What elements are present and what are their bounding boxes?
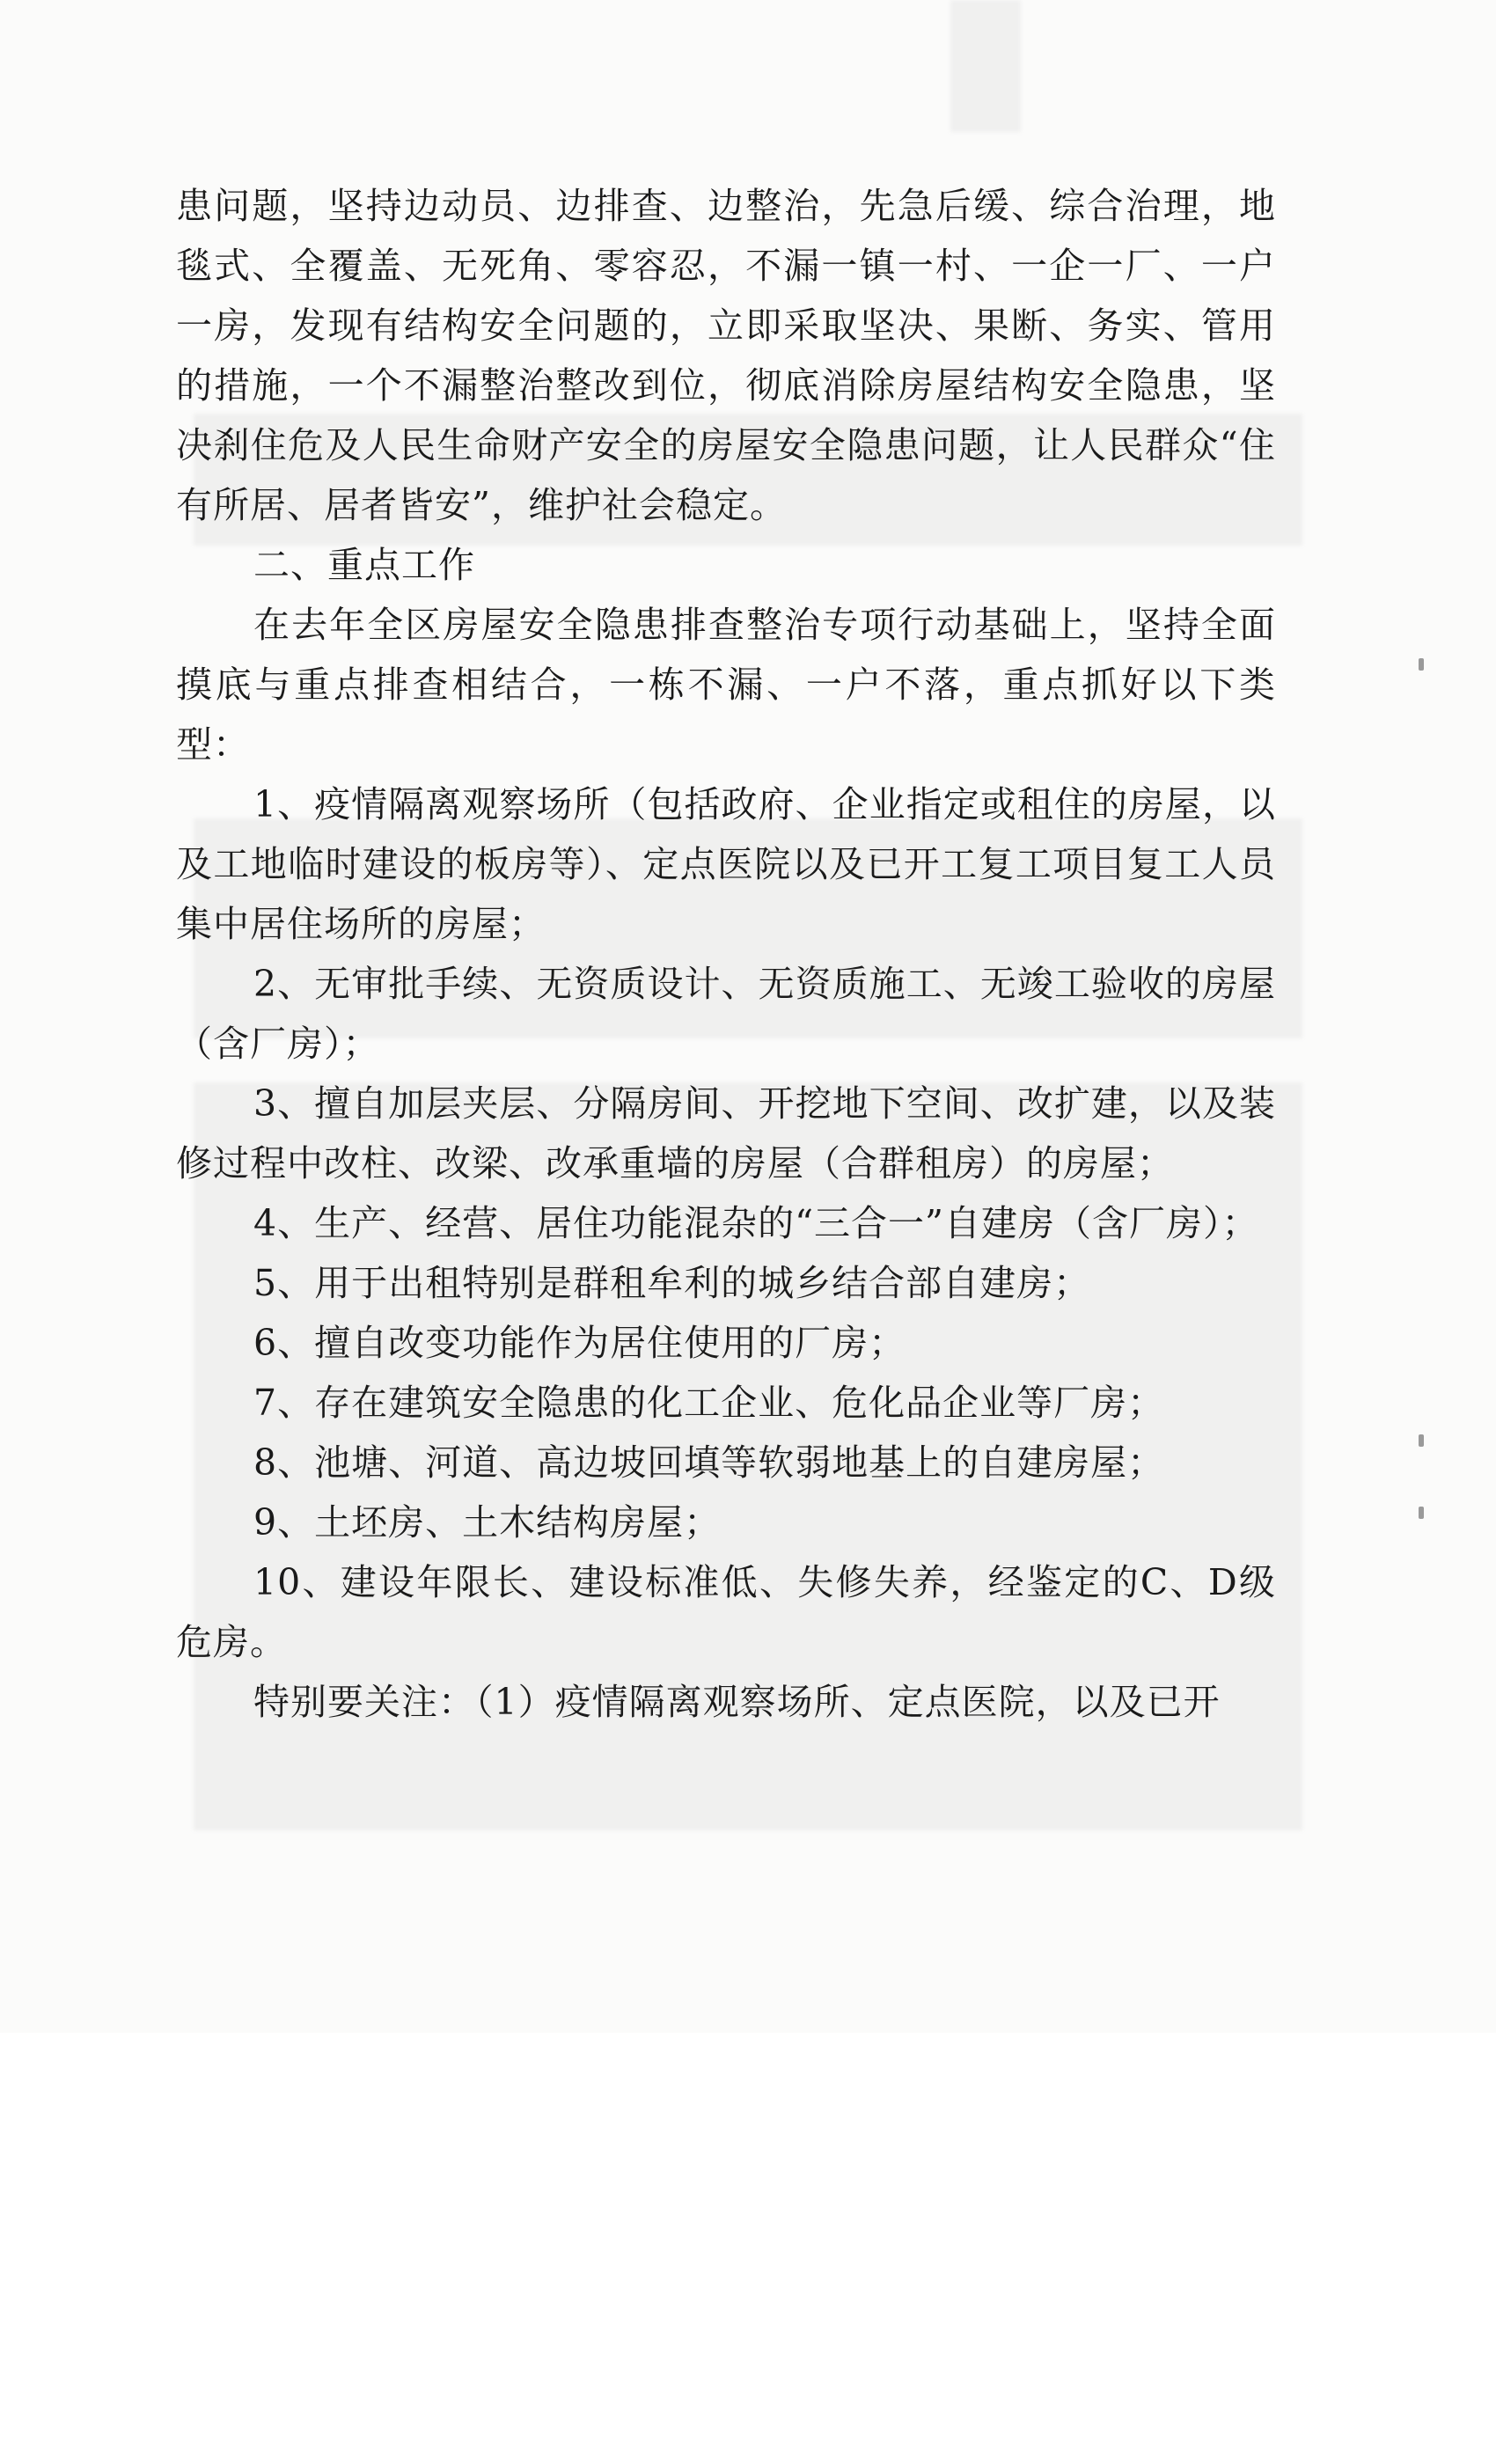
scan-mark bbox=[1419, 658, 1424, 671]
paragraph-intro: 在去年全区房屋安全隐患排查整治专项行动基础上，坚持全面摸底与重点排查相结合，一栋不漏、一户不落，重点抓好以下类型： bbox=[176, 604, 1276, 766]
section-heading-key-tasks: 二、重点工作 bbox=[253, 544, 475, 586]
list-item-5: 5、用于出租特别是群租牟利的城乡结合部自建房； bbox=[253, 1262, 1091, 1304]
list-item-1: 1、疫情隔离观察场所（包括政府、企业指定或租住的房屋，以及工地临时建设的板房等）、定点医院以及已开工复工项目复工人员集中居住场所的房屋； bbox=[176, 783, 1276, 945]
paragraph-special-attention: 特别要关注：（1）疫情隔离观察场所、定点医院，以及已开 bbox=[253, 1681, 1221, 1723]
list-item-7: 7、存在建筑安全隐患的化工企业、危化品企业等厂房； bbox=[253, 1382, 1165, 1424]
list-item-3: 3、擅自加层夹层、分隔房间、开挖地下空间、改扩建，以及装修过程中改柱、改梁、改承重墙的房屋（合群租房）的房屋； bbox=[176, 1082, 1276, 1184]
list-item-6: 6、擅自改变功能作为居住使用的厂房； bbox=[253, 1322, 906, 1364]
scan-mark bbox=[1419, 1434, 1424, 1447]
scan-mark bbox=[1419, 1507, 1424, 1519]
list-item-9: 9、土坯房、土木结构房屋； bbox=[253, 1501, 722, 1544]
list-item-2: 2、无审批手续、无资质设计、无资质施工、无竣工验收的房屋（含厂房）； bbox=[176, 963, 1276, 1065]
paragraph-overview-continued: 患问题，坚持边动员、边排查、边整治，先急后缓、综合治理，地毯式、全覆盖、无死角、零容忍，不漏一镇一村、一企一厂、一户一房，发现有结构安全问题的，立即采取坚决、果断、务实、管用的措施，一个不漏整治整改到位，彻底消除房屋结构安全隐患，坚决刹住危及人民生命财产安全的房屋安全隐患问题，让人民群众“住有所居、居者皆安”，维护社会稳定。 bbox=[176, 185, 1276, 526]
list-item-10: 10、建设年限长、建设标准低、失修失养，经鉴定的C、D级危房。 bbox=[176, 1561, 1276, 1663]
list-item-4: 4、生产、经营、居住功能混杂的“三合一”自建房（含厂房）； bbox=[253, 1202, 1259, 1244]
list-item-8: 8、池塘、河道、高边坡回填等软弱地基上的自建房屋； bbox=[253, 1441, 1165, 1484]
bleed-through-shadow bbox=[950, 0, 1021, 132]
document-body bbox=[176, 176, 1276, 1732]
